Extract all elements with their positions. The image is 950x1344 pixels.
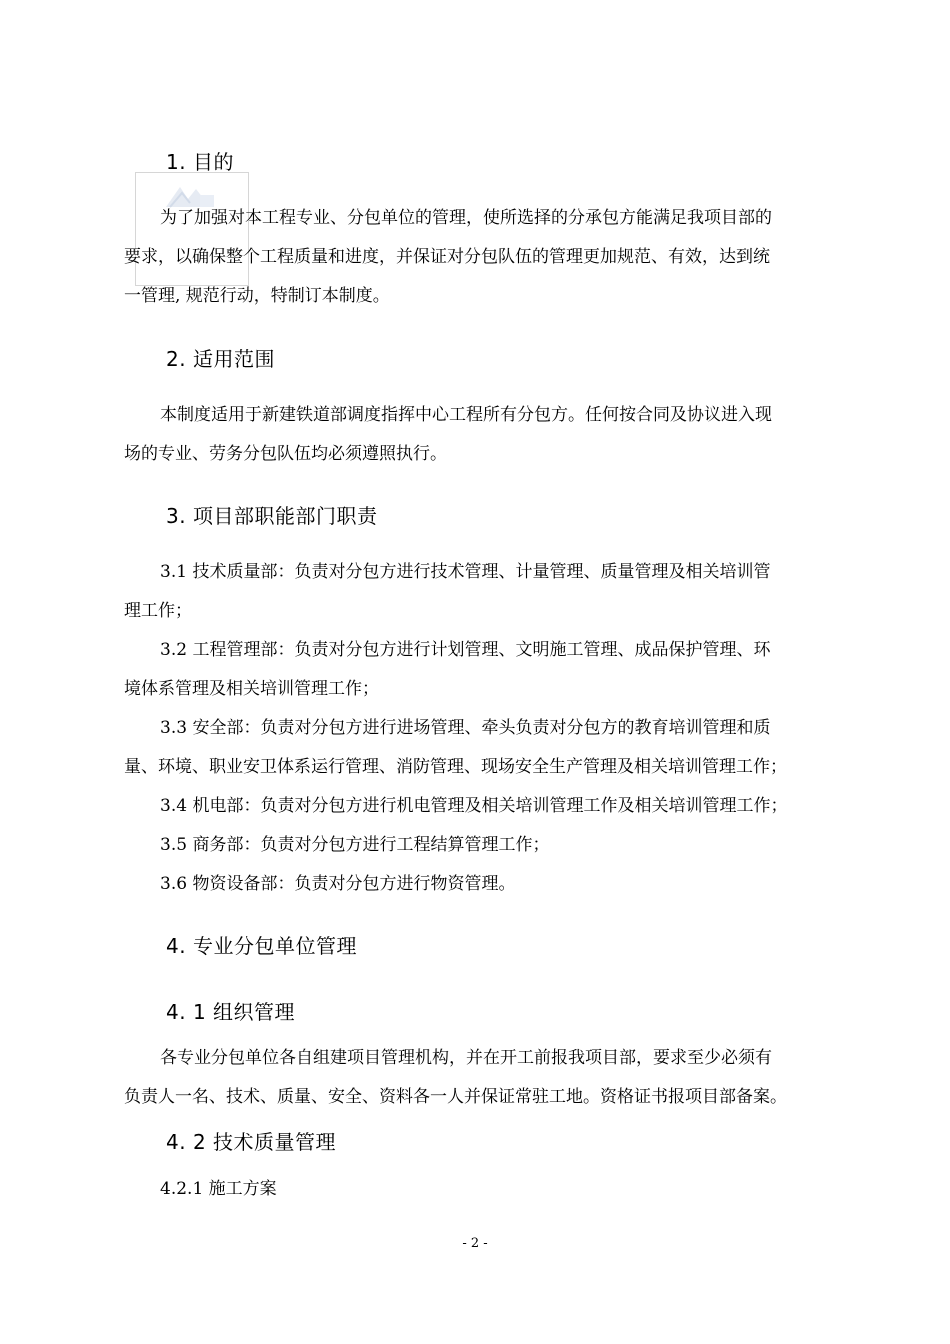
paragraph-line: 为了加强对本工程专业、分包单位的管理，使所选择的分承包方能满足我项目部的 [160, 208, 772, 228]
list-item-continuation: 理工作； [124, 601, 192, 621]
paragraph-line: 场的专业、劳务分包队伍均必须遵照执行。 [124, 444, 447, 464]
section-3-list [124, 553, 850, 904]
page-number: - 2 - [462, 1236, 488, 1251]
list-item: 3.5 商务部：负责对分包方进行工程结算管理工作； [160, 835, 550, 855]
list-item-continuation: 量、环境、职业安卫体系运行管理、消防管理、现场安全生产管理及相关培训管理工作； [124, 757, 787, 777]
section-1-title: 1. 目的 [166, 150, 234, 174]
list-item-continuation: 境体系管理及相关培训管理工作； [124, 679, 379, 699]
paragraph-line: 本制度适用于新建铁道部调度指挥中心工程所有分包方。任何按合同及协议进入现 [160, 405, 772, 425]
section-4-1-body [124, 1039, 850, 1117]
list-item: 3.6 物资设备部：负责对分包方进行物资管理。 [160, 874, 516, 894]
paragraph-line: 要求，以确保整个工程质量和进度，并保证对分包队伍的管理更加规范、有效，达到统 [124, 247, 770, 267]
subsection-label: 4.2.1 施工方案 [160, 1179, 277, 1199]
section-2-body [124, 396, 850, 474]
section-1-body [124, 199, 850, 316]
section-4-1-title: 4. 1 组织管理 [166, 1000, 296, 1024]
list-item: 3.3 安全部：负责对分包方进行进场管理、牵头负责对分包方的教育培训管理和质 [160, 718, 771, 738]
paragraph-line: 各专业分包单位各自组建项目管理机构，并在开工前报我项目部，要求至少必须有 [160, 1048, 772, 1068]
section-4-2-1 [124, 1170, 850, 1209]
paragraph-line: 一管理, 规范行动，特制订本制度。 [124, 286, 390, 306]
section-3-title: 3. 项目部职能部门职责 [166, 504, 378, 528]
paragraph-line: 负责人一名、技术、质量、安全、资料各一人并保证常驻工地。资格证书报项目部备案。 [124, 1087, 787, 1107]
list-item: 3.4 机电部：负责对分包方进行机电管理及相关培训管理工作及相关培训管理工作； [160, 796, 788, 816]
list-item: 3.1 技术质量部：负责对分包方进行技术管理、计量管理、质量管理及相关培训管 [160, 562, 771, 582]
section-4-2-title: 4. 2 技术质量管理 [166, 1130, 337, 1154]
list-item: 3.2 工程管理部：负责对分包方进行计划管理、文明施工管理、成品保护管理、环 [160, 640, 771, 660]
section-4-title: 4. 专业分包单位管理 [166, 934, 357, 958]
section-2-title: 2. 适用范围 [166, 347, 275, 371]
